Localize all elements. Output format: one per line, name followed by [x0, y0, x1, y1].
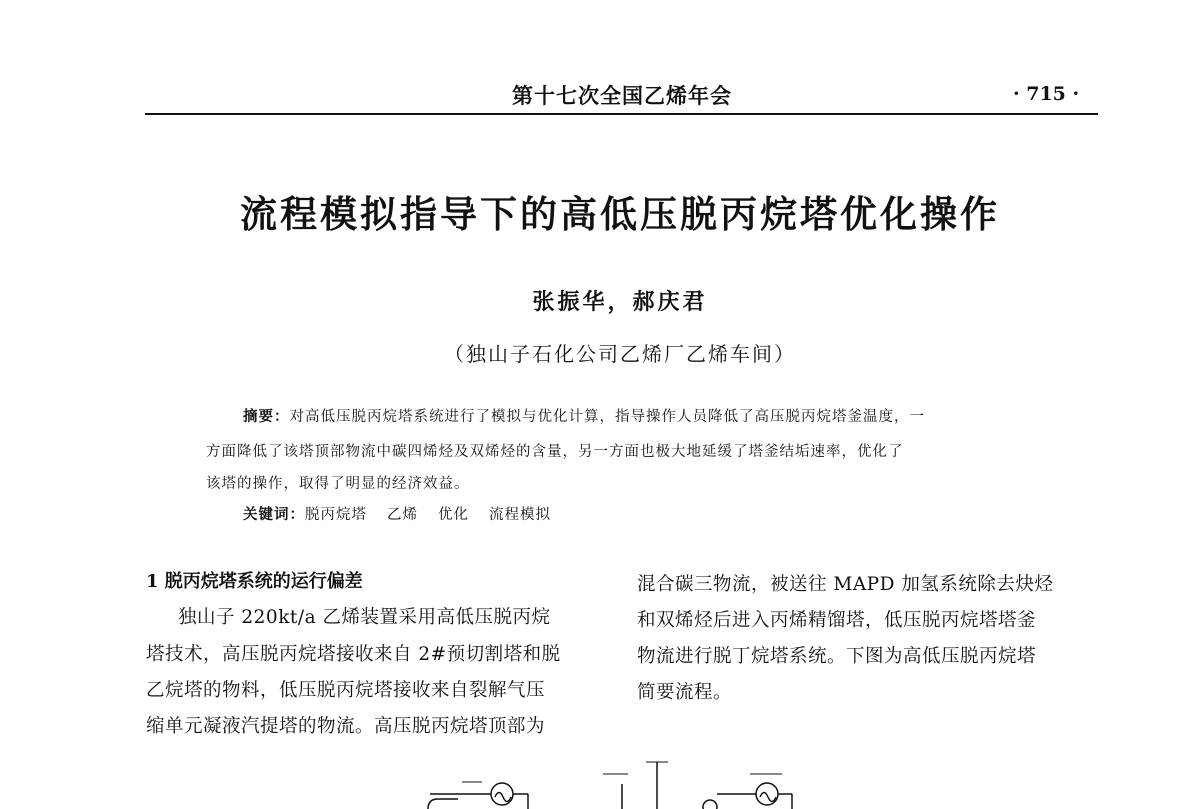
paper-title: 流程模拟指导下的高低压脱丙烷塔优化操作	[240, 193, 1000, 236]
page-number: · 715 ·	[1013, 83, 1080, 105]
header-rule	[145, 113, 1098, 115]
left-vessel-icon	[428, 799, 458, 809]
keyword-2: 乙烯	[387, 507, 418, 523]
keywords-line	[243, 503, 551, 524]
right-pump-icon	[703, 800, 717, 809]
keyword-3: 优化	[438, 507, 469, 523]
abstract-line-2: 方面降低了该塔顶部物流中碳四烯烃及双烯烃的含量，另一方面也极大地延缓了塔釜结垢速率，优化了	[206, 444, 904, 460]
body-right-line-4: 简要流程。	[637, 682, 733, 703]
abstract-line-1	[243, 405, 925, 426]
body-left-line-3: 乙烷塔的物料，低压脱丙烷塔接收来自裂解气压	[146, 680, 546, 701]
body-right-line-2: 和双烯烃后进入丙烯精馏塔，低压脱丙烷塔塔釜	[637, 610, 1037, 631]
body-left-line-1: 独山子 220kt/a 乙烯装置采用高低压脱丙烷	[178, 607, 551, 628]
section-heading: 1 脱丙烷塔系统的运行偏差	[146, 571, 363, 592]
body-left-line-4: 缩单元凝液汽提塔的物流。高压脱丙烷塔顶部为	[146, 716, 546, 737]
abstract-text-1: 对高低压脱丙烷塔系统进行了模拟与优化计算，指导操作人员降低了高压脱丙烷塔釜温度，一	[289, 409, 925, 425]
running-header-title: 第十七次全国乙烯年会	[512, 83, 732, 108]
abstract-label: 摘要：	[243, 409, 290, 425]
body-right-line-3: 物流进行脱丁烷塔系统。下图为高低压脱丙烷塔	[637, 646, 1037, 667]
process-flow-diagram	[400, 752, 820, 809]
keywords-label: 关键词：	[243, 507, 305, 523]
body-right-line-1: 混合碳三物流，被送往 MAPD 加氢系统除去炔烃	[637, 574, 1054, 595]
keyword-1: 脱丙烷塔	[305, 507, 367, 523]
abstract-line-3: 该塔的操作，取得了明显的经济效益。	[206, 476, 470, 492]
body-left-line-2: 塔技术，高压脱丙烷塔接收来自 2#预切割塔和脱	[146, 644, 561, 665]
author-affiliation: （独山子石化公司乙烯厂乙烯车间）	[444, 342, 796, 366]
keyword-4: 流程模拟	[489, 507, 551, 523]
paper-authors: 张振华，郝庆君	[532, 289, 708, 315]
